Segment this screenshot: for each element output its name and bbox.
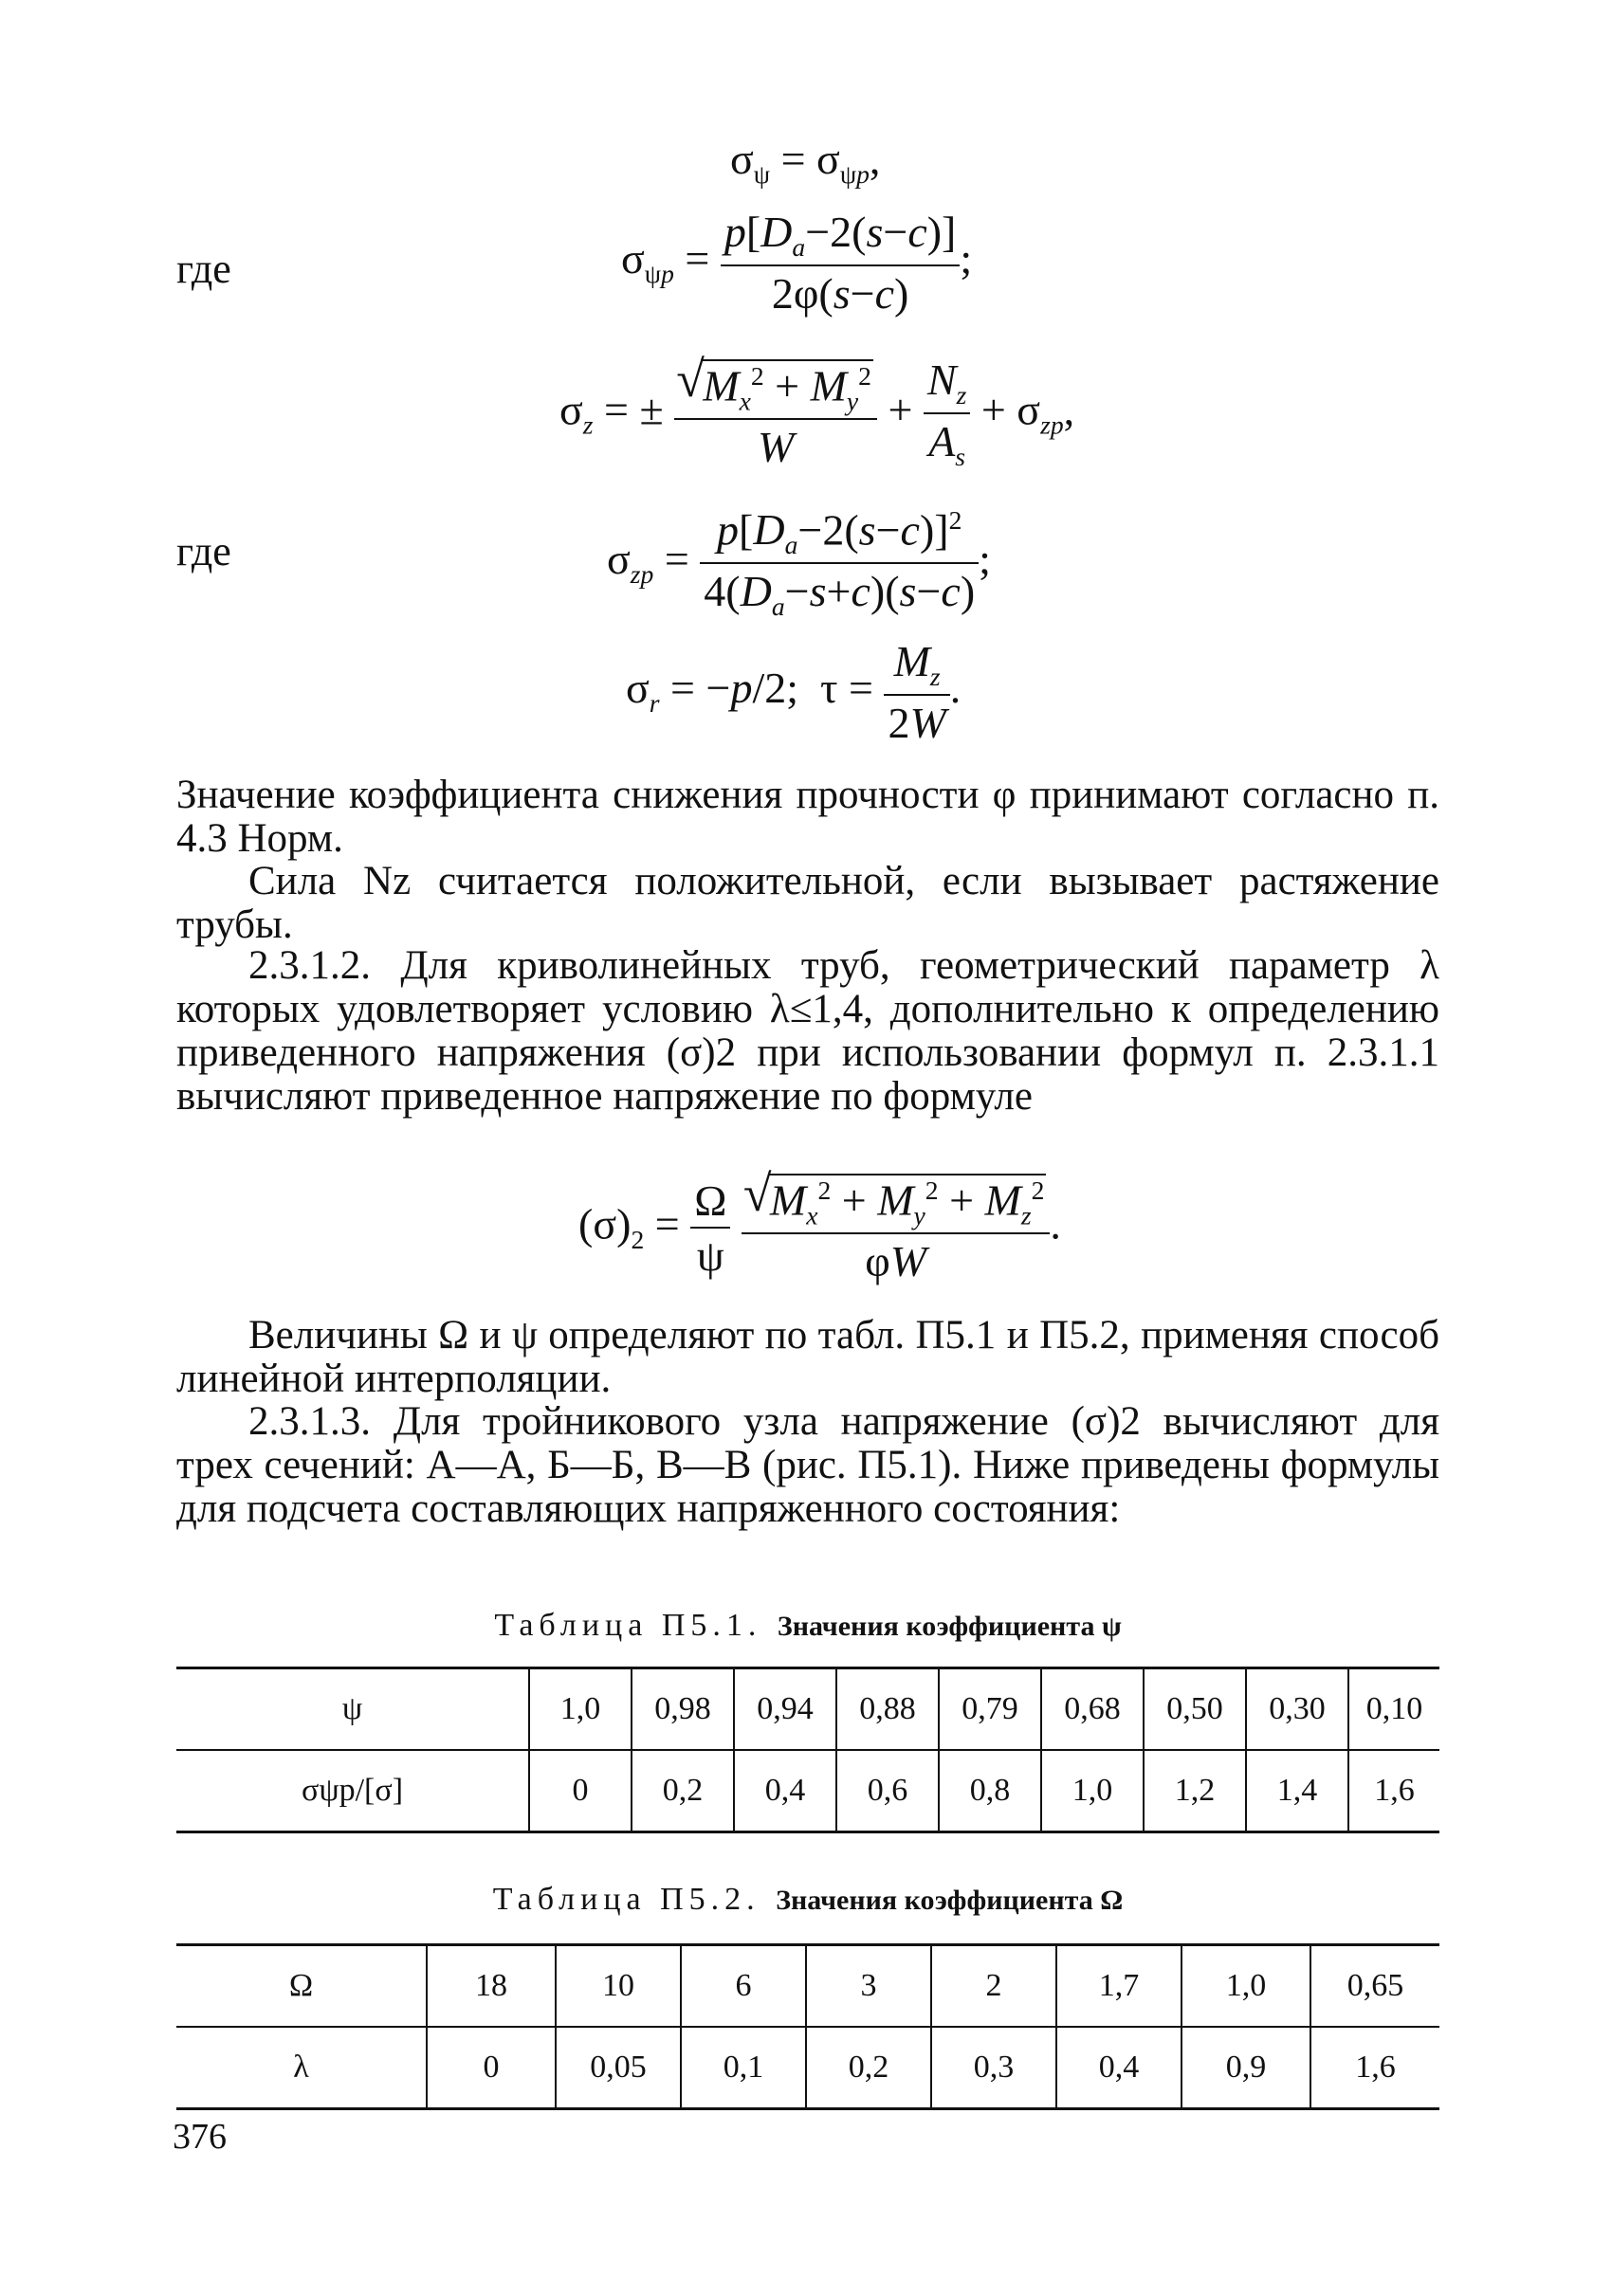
table2-caption-title: Значения коэффициента Ω (776, 1885, 1124, 1916)
table-cell: ψ (176, 1668, 529, 1751)
table-cell: 0,94 (734, 1668, 836, 1751)
table-cell: 0 (529, 1750, 632, 1832)
table-row (176, 1945, 1439, 2028)
formula-sigma-psi: $\sigma_\psi = \sigma_{\psi p}$, (730, 135, 881, 190)
paragraph-phi-coefficient: Значение коэффициента снижения прочности φ принимают согласно п. 4.3 Норм. (176, 773, 1439, 861)
table-cell: σψp/[σ] (176, 1750, 529, 1832)
formula-sigma-r-tau: $\sigma_r = -p/2$; τ = $\frac{M_z}{2W}$ . (626, 637, 962, 747)
table-cell: λ (176, 2027, 427, 2109)
paragraph-2-3-1-3: 2.3.1.3. Для тройникового узла напряжение (σ)2 вычисляют для трех сечений: А—А, Б—Б, В—В (рис. П5.1). Ниже приведены формулы для подсчета составляющих напряженного состояния: (176, 1399, 1439, 1531)
table-cell: 0,65 (1310, 1945, 1439, 2028)
table-cell: 0,98 (632, 1668, 734, 1751)
table-cell: 1,7 (1056, 1945, 1182, 2028)
table-cell: 1,2 (1144, 1750, 1246, 1832)
table-cell: 0,10 (1348, 1668, 1439, 1751)
table-psi (176, 1667, 1439, 1833)
table-cell: 0,79 (939, 1668, 1041, 1751)
where-label-1: где (176, 246, 231, 292)
table-cell: 0,6 (836, 1750, 939, 1832)
formula-sigma-zp: $\sigma_{zp}$ = $\frac{p[D_a-2(s-c)]^2}{4(D_a-s+c)(s-c)}$ ; (607, 505, 991, 622)
table-cell: 0 (427, 2027, 556, 2109)
formula-reduced-stress: $(\sigma)_2$ = $\frac{\Omega}{\psi}$ √ $\frac{M_x^2 + M_y^2 + M_z^2}{\varphi W}$ . (578, 1174, 1061, 1284)
table-row (176, 2027, 1439, 2109)
table2-caption-label: Таблица П5.2. (492, 1882, 760, 1917)
table-cell: 1,0 (529, 1668, 632, 1751)
table-row (176, 1750, 1439, 1832)
table-cell: 0,2 (806, 2027, 931, 2109)
table-cell: 1,0 (1041, 1750, 1144, 1832)
paragraph-force-nz: Сила Nz считается положительной, если вызывает растяжение трубы. (176, 859, 1439, 947)
formula-sigma-psi-p: $\sigma_{\psi p}$ = $\frac{p[D_a-2(s-c)]}{2\varphi(s-c)}$ ; (621, 208, 973, 318)
table-cell: 1,4 (1246, 1750, 1348, 1832)
table-cell: 0,4 (1056, 2027, 1182, 2109)
table-cell: 0,8 (939, 1750, 1041, 1832)
table1-caption-label: Таблица П5.1. (494, 1608, 762, 1643)
paragraph-2-3-1-2: 2.3.1.2. Для криволинейных труб, геометрический параметр λ которых удовлетворяет условию λ≤1,4, дополнительно к определению приведенного напряжения (σ)2 при использовании формул п. 2.3.1.1 вычисляют приведенное напряжение по формуле (176, 943, 1439, 1119)
table-cell: 18 (427, 1945, 556, 2028)
table-cell: 0,3 (931, 2027, 1056, 2109)
table-cell: 0,2 (632, 1750, 734, 1832)
table-cell: 0,1 (681, 2027, 806, 2109)
table-cell: 6 (681, 1945, 806, 2028)
page-number: 376 (173, 2117, 227, 2157)
where-label-2: где (176, 528, 231, 574)
table-cell: 1,6 (1348, 1750, 1439, 1832)
table-cell: 1,0 (1182, 1945, 1310, 2028)
table2-caption (176, 1882, 1439, 1918)
table-cell: Ω (176, 1945, 427, 2028)
table-cell: 0,9 (1182, 2027, 1310, 2109)
table-omega (176, 1943, 1439, 2110)
table-row (176, 1668, 1439, 1751)
table-cell: 0,68 (1041, 1668, 1144, 1751)
formula-sigma-z: $\sigma_z$ = ± √ $\frac{M_x^2 + M_y^2}{W}$ + $\frac{N_z}{A_s}$ + $\sigma_{zp}$, (559, 358, 1074, 470)
table1-caption (176, 1608, 1439, 1644)
table-cell: 0,30 (1246, 1668, 1348, 1751)
table-cell: 0,4 (734, 1750, 836, 1832)
table-cell: 10 (556, 1945, 681, 2028)
table-cell: 1,6 (1310, 2027, 1439, 2109)
table1-caption-title: Значения коэффициента ψ (777, 1611, 1122, 1642)
paragraph-omega-psi: Величины Ω и ψ определяют по табл. П5.1 и П5.2, применяя способ линейной интерполяции. (176, 1313, 1439, 1401)
table-cell: 3 (806, 1945, 931, 2028)
table-cell: 0,05 (556, 2027, 681, 2109)
table-cell: 0,88 (836, 1668, 939, 1751)
table-cell: 0,50 (1144, 1668, 1246, 1751)
table-cell: 2 (931, 1945, 1056, 2028)
